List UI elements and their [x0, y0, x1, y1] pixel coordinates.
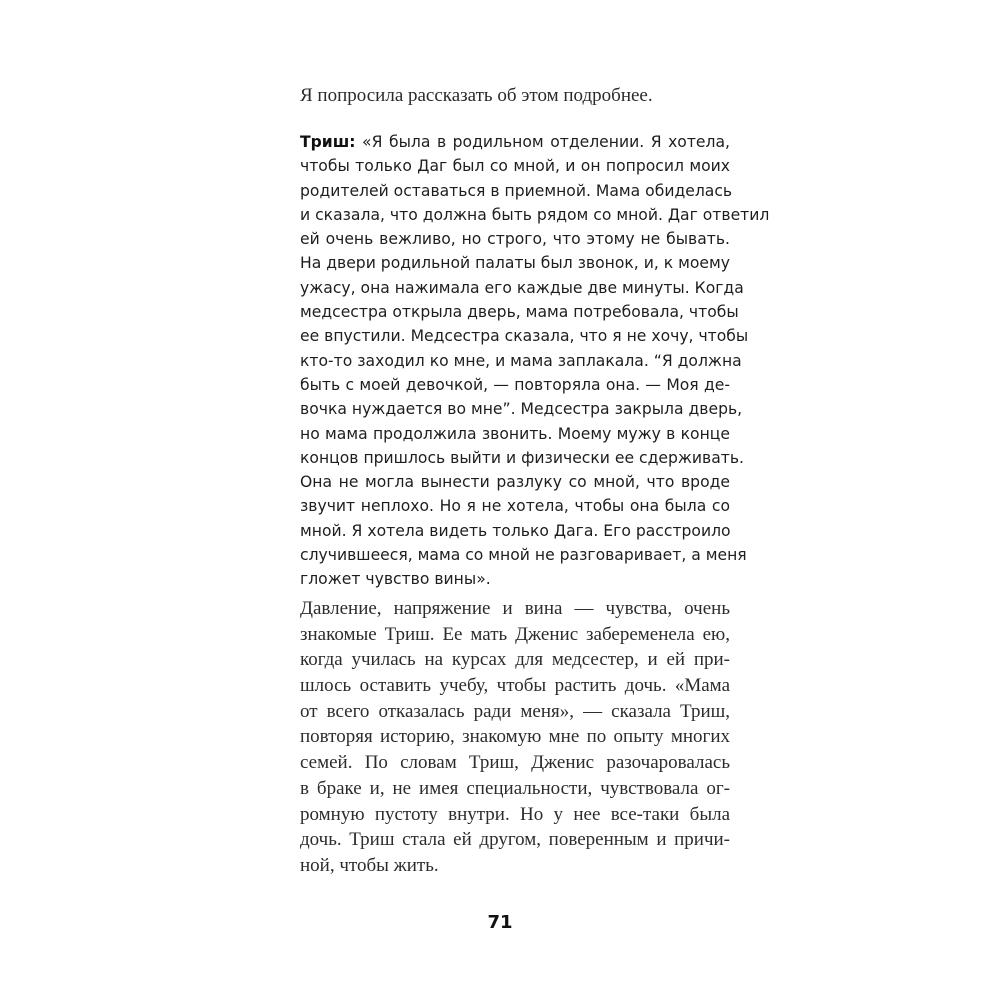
- body-line: знакомые Триш. Ее мать Дженис забеременела ею,: [300, 623, 730, 645]
- quote-line: и сказала, что должна быть рядом со мной. Даг ответил: [300, 205, 770, 224]
- body-line: когда училась на курсах для медсестер, и ей при-: [300, 649, 730, 671]
- quote-line: Она не могла вынести разлуку со мной, что вроде: [300, 473, 730, 492]
- quote-line: концов пришлось выйти и физически ее сдерживать.: [300, 448, 745, 467]
- quote-first-line-text: «Я была в родильном отделении. Я хотела,: [355, 133, 730, 151]
- quote-line: [300, 130, 730, 154]
- body-line: в браке и, не имея специальности, чувствовала ог-: [300, 777, 730, 799]
- body-line: семей. По словам Триш, Дженис разочаровалась: [300, 752, 730, 774]
- quote-line: чтобы только Даг был со мной, и он попросил моих: [300, 157, 730, 176]
- quote-line: вочка нуждается во мне”. Медсестра закрыла дверь,: [300, 400, 743, 419]
- quote-line: родителей оставаться в приемной. Мама обиделась: [300, 181, 733, 200]
- body-line: шлось оставить учебу, чтобы растить дочь. «Мама: [300, 675, 730, 697]
- quote-line: ее впустили. Медсестра сказала, что я не хочу, чтобы: [300, 327, 749, 346]
- quote-line: мной. Я хотела видеть только Дага. Его расстроило: [300, 521, 731, 540]
- body-line: повторяя историю, знакомую мне по опыту многих: [300, 726, 730, 748]
- quote-line: медсестра открыла дверь, мама потребовала, чтобы: [300, 303, 739, 322]
- speaker-name: Триш:: [300, 133, 356, 151]
- quote-line: кто-то заходил ко мне, и мама заплакала. “Я должна: [300, 351, 742, 370]
- quote-line: но мама продолжила звонить. Моему мужу в конце: [300, 424, 730, 443]
- quote-block: [300, 130, 770, 592]
- quote-line: На двери родильной палаты был звонок, и, к моему: [300, 254, 731, 273]
- page-number: 71: [487, 912, 513, 933]
- body-line: ромную пустоту внутри. Но у нее все-таки была: [300, 803, 730, 825]
- quote-line: случившееся, мама со мной не разговаривает, а меня: [300, 546, 747, 565]
- quote-line: гложет чувство вины».: [300, 570, 491, 589]
- body-line: от всего отказалась ради меня», — сказала Триш,: [300, 700, 730, 722]
- quote-line: звучит неплохо. Но я не хотела, чтобы она была со: [300, 497, 730, 516]
- quote-line: быть с моей девочкой, — повторяла она. — Моя де-: [300, 375, 730, 394]
- intro-paragraph: Я попросила рассказать об этом подробнее.: [300, 85, 653, 106]
- body-line: Давление, напряжение и вина — чувства, очень: [300, 598, 730, 619]
- body-line: ной, чтобы жить.: [300, 854, 439, 876]
- body-paragraph: [300, 596, 730, 879]
- quote-line: ей очень вежливо, но строго, что этому не бывать.: [300, 230, 730, 249]
- body-line: дочь. Триш стала ей другом, поверенным и причи-: [300, 829, 730, 851]
- quote-line: ужасу, она нажимала его каждые две минуты. Когда: [300, 278, 744, 297]
